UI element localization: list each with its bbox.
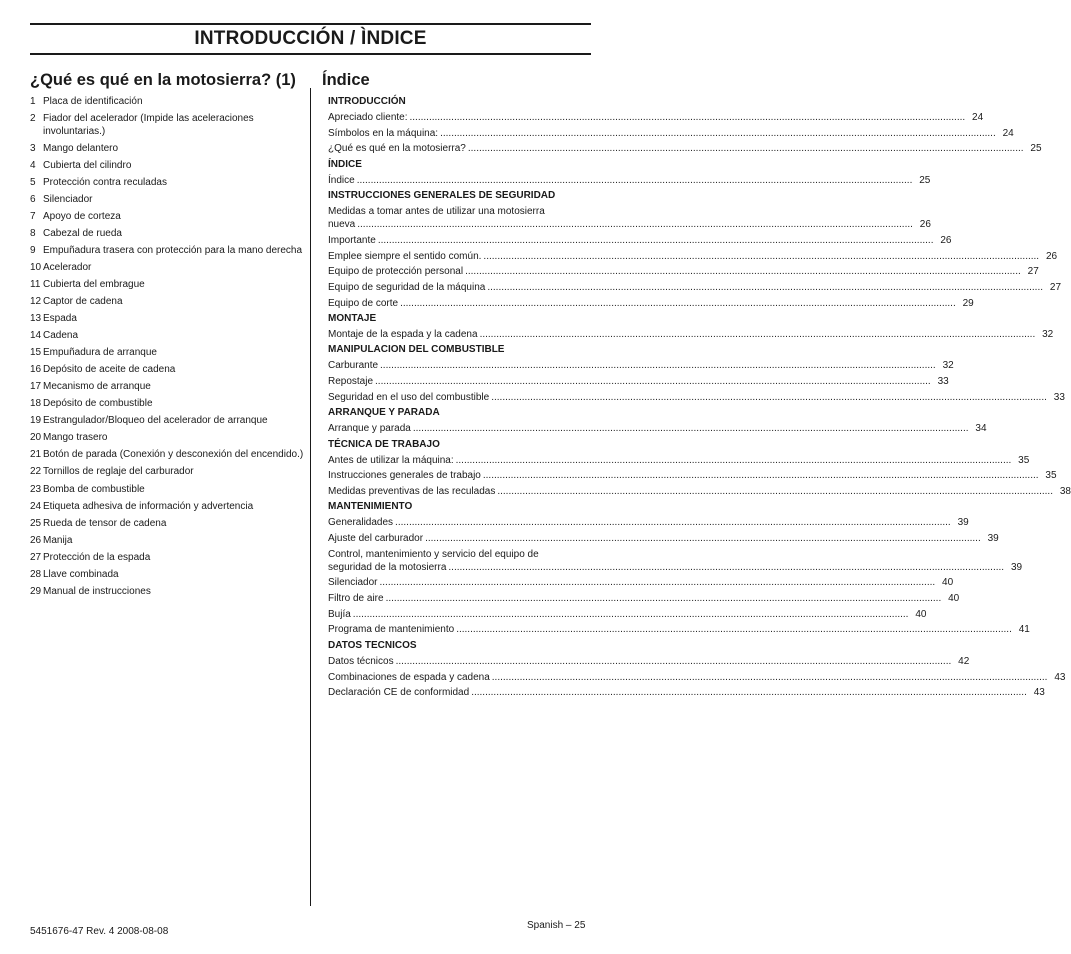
toc-entry	[328, 295, 974, 311]
toc-entry	[328, 484, 1071, 500]
dot-leader: ........................................................................................................................................................................................................	[425, 533, 981, 545]
dot-leader: ........................................................................................................................................................................................................	[400, 297, 956, 309]
list-item	[30, 330, 305, 343]
list-item	[30, 347, 305, 360]
toc-entry	[328, 546, 1023, 575]
dot-leader: ........................................................................................................................................................................................................	[356, 174, 913, 186]
part-number: 12	[30, 296, 42, 308]
toc-entry-page: 40	[948, 593, 960, 605]
toc-entry-page: 26	[919, 219, 931, 231]
list-item	[30, 177, 305, 190]
toc-entry-label: seguridad de la motosierra	[328, 561, 447, 573]
toc-entry	[328, 110, 984, 126]
toc-entry	[328, 358, 954, 374]
toc-entry-page: 32	[1042, 329, 1054, 341]
column-divider	[310, 88, 311, 906]
toc-entry	[328, 264, 1039, 280]
toc-entry-page: 29	[962, 297, 974, 309]
list-item	[30, 262, 305, 275]
dot-leader: ........................................................................................................................................................................................................	[412, 423, 969, 435]
part-label: Fiador del acelerador (Impide las aceleraciones involuntarias.)	[43, 113, 254, 137]
toc-entry-label: Carburante	[328, 360, 379, 372]
toc-entry-page: 33	[937, 376, 949, 388]
toc-entry-label: Declaración CE de conformidad	[328, 687, 470, 699]
part-label: Rueda de tensor de cadena	[43, 517, 167, 529]
part-label: Manual de instrucciones	[43, 585, 151, 597]
part-number: 26	[30, 534, 42, 546]
toc-entry-label: Equipo de corte	[328, 297, 399, 309]
toc-section-title: MANTENIMIENTO	[328, 501, 413, 513]
list-item	[30, 466, 305, 479]
toc-entry	[328, 327, 1054, 343]
list-item	[30, 518, 305, 531]
list-item	[30, 143, 305, 156]
toc-entry-label: Filtro de aire	[328, 593, 384, 605]
toc-entry-page: 27	[1027, 266, 1039, 278]
part-number: 25	[30, 517, 42, 529]
part-number: 1	[30, 96, 36, 107]
part-number: 11	[30, 278, 41, 290]
dot-leader: ........................................................................................................................................................................................................	[456, 624, 1012, 636]
part-label: Cubierta del cilindro	[43, 159, 132, 171]
part-label: Cabezal de rueda	[43, 227, 122, 239]
toc-entry-page: 43	[1054, 671, 1066, 683]
toc-section-title: INSTRUCCIONES GENERALES DE SEGURIDAD	[328, 190, 556, 202]
toc-entry-page: 35	[1045, 470, 1057, 482]
table-of-contents	[328, 94, 1071, 701]
dot-leader: ........................................................................................................................................................................................................	[440, 127, 996, 139]
toc-section-title: ÍNDICE	[328, 158, 362, 170]
list-item	[30, 552, 305, 565]
toc-entry-label-line: Control, mantenimiento y servicio del equipo de	[328, 548, 539, 560]
list-item	[30, 432, 305, 445]
toc-entry-page: 24	[972, 112, 984, 124]
part-label: Espada	[43, 313, 77, 325]
dot-leader: ........................................................................................................................................................................................................	[352, 608, 909, 620]
toc-entry-page: 27	[1049, 281, 1062, 293]
toc-entry-label: Importante	[328, 234, 376, 246]
toc-entry-label: Datos técnicos	[328, 655, 394, 667]
dot-leader: ........................................................................................................................................................................................................	[385, 593, 942, 605]
toc-entry	[328, 531, 999, 547]
dot-leader: ........................................................................................................................................................................................................	[491, 391, 1047, 403]
toc-section-title: DATOS TECNICOS	[328, 639, 417, 651]
toc-section-title: TÉCNICA DE TRABAJO	[328, 438, 440, 450]
toc-entry-label: Generalidades	[328, 517, 394, 529]
dot-leader: ........................................................................................................................................................................................................	[465, 266, 1021, 278]
part-label: Estrangulador/Bloqueo del acelerador de arranque	[43, 415, 268, 427]
part-number: 6	[30, 193, 36, 205]
part-label: Cubierta del embrague	[43, 278, 145, 290]
toc-entry	[328, 622, 1030, 638]
toc-entry-label: Símbolos en la máquina:	[328, 127, 439, 139]
toc-entry	[328, 575, 954, 591]
dot-leader: ........................................................................................................................................................................................................	[395, 517, 951, 529]
toc-entry-page: 39	[957, 517, 969, 529]
part-label: Captor de cadena	[43, 296, 123, 308]
toc-entry-page: 33	[1053, 391, 1065, 403]
part-number: 19	[30, 415, 42, 427]
toc-section-title: ARRANQUE Y PARADA	[328, 407, 440, 419]
list-item	[30, 194, 305, 207]
part-number: 18	[30, 398, 42, 410]
part-label: Silenciador	[43, 193, 93, 205]
part-label: Empuñadura de arranque	[43, 347, 157, 359]
part-number: 28	[30, 568, 42, 580]
toc-entry-page: 39	[987, 533, 999, 545]
list-item	[30, 586, 305, 599]
toc-entry-label: Equipo de seguridad de la máquina	[328, 281, 486, 293]
dot-leader: ........................................................................................................................................................................................................	[377, 234, 934, 246]
part-label: Apoyo de corteza	[43, 210, 121, 222]
toc-entry	[328, 389, 1065, 405]
toc-entry-page: 40	[942, 577, 954, 589]
part-label: Depósito de aceite de cadena	[43, 364, 176, 376]
part-number: 10	[30, 261, 42, 273]
part-number: 4	[30, 159, 36, 171]
toc-entry-page: 41	[1018, 624, 1030, 636]
toc-entry	[328, 685, 1045, 701]
toc-entry	[328, 654, 970, 670]
part-label: Placa de identificación	[43, 96, 143, 107]
toc-entry-label-line: Medidas a tomar antes de utilizar una motosierra	[328, 206, 545, 218]
part-number: 23	[30, 483, 42, 495]
part-number: 16	[30, 364, 42, 376]
toc-entry-label: Instrucciones generales de trabajo	[328, 470, 481, 482]
dot-leader: ........................................................................................................................................................................................................	[491, 671, 1048, 683]
toc-entry-label: Apreciado cliente:	[328, 112, 408, 124]
toc-entry-page: 43	[1033, 687, 1045, 699]
part-number: 13	[30, 313, 42, 325]
toc-entry	[328, 141, 1042, 157]
footer-doc-number: 5451676-47 Rev. 4 2008-08-08	[30, 926, 169, 937]
toc-entry-page: 32	[942, 360, 954, 372]
dot-leader: ........................................................................................................................................................................................................	[482, 470, 1039, 482]
toc-section-title: MANIPULACION DEL COMBUSTIBLE	[328, 344, 505, 356]
part-number: 3	[30, 142, 36, 154]
toc-entry-label: nueva	[328, 219, 356, 231]
part-label: Tornillos de reglaje del carburador	[43, 466, 194, 478]
dot-leader: ........................................................................................................................................................................................................	[487, 281, 1044, 293]
part-label: Bomba de combustible	[43, 483, 145, 495]
toc-entry-label: Medidas preventivas de las reculadas	[328, 485, 496, 497]
list-item	[30, 160, 305, 173]
list-item	[30, 279, 305, 292]
dot-leader: ........................................................................................................................................................................................................	[448, 561, 1005, 573]
dot-leader: ........................................................................................................................................................................................................	[497, 485, 1053, 497]
part-number: 8	[30, 227, 36, 239]
list-item	[30, 449, 305, 462]
toc-entry-label: Repostaje	[328, 376, 374, 388]
list-item	[30, 398, 305, 411]
toc-entry-label: Emplee siempre el sentido común.	[328, 250, 482, 262]
list-item	[30, 228, 305, 241]
toc-entry-page: 35	[1018, 454, 1030, 466]
part-label: Etiqueta adhesiva de información y advertencia	[43, 500, 254, 512]
toc-entry-label: Combinaciones de espada y cadena	[328, 671, 490, 683]
toc-entry	[328, 669, 1066, 685]
part-label: Empuñadura trasera con protección para la mano derecha	[43, 244, 303, 256]
footer-page-number: Spanish – 25	[527, 920, 586, 931]
part-label: Mecanismo de arranque	[43, 381, 151, 393]
toc-entry	[328, 591, 960, 607]
toc-entry	[328, 515, 969, 531]
toc-entry	[328, 125, 1014, 141]
parts-list	[30, 96, 305, 603]
list-item	[30, 364, 305, 377]
part-label: Botón de parada (Conexión y desconexión del encendido.)	[43, 449, 304, 461]
index-heading: Índice	[322, 71, 370, 89]
toc-entry-page: 25	[919, 174, 931, 186]
toc-section-title: INTRODUCCIÓN	[328, 96, 406, 107]
toc-entry-page: 39	[1010, 561, 1023, 573]
parts-heading: ¿Qué es qué en la motosierra? (1)	[30, 71, 296, 89]
toc-entry	[328, 452, 1030, 468]
part-number: 22	[30, 466, 42, 478]
toc-entry-label: Equipo de protección personal	[328, 266, 464, 278]
dot-leader: ........................................................................................................................................................................................................	[455, 454, 1012, 466]
toc-entry	[328, 421, 987, 437]
part-number: 17	[30, 381, 42, 393]
list-item	[30, 245, 305, 258]
part-number: 5	[30, 176, 36, 188]
toc-entry-label: Silenciador	[328, 577, 378, 589]
part-number: 21	[30, 449, 42, 461]
list-item	[30, 113, 305, 138]
part-number: 20	[30, 432, 42, 444]
dot-leader: ........................................................................................................................................................................................................	[409, 112, 966, 124]
part-label: Cadena	[43, 330, 79, 342]
part-label: Llave combinada	[43, 568, 119, 580]
part-label: Depósito de combustible	[43, 398, 153, 410]
part-label: Acelerador	[43, 261, 92, 273]
toc-entry-label: ¿Qué es qué en la motosierra?	[328, 143, 466, 155]
toc-entry-label: Bujía	[328, 608, 351, 620]
dot-leader: ........................................................................................................................................................................................................	[467, 143, 1024, 155]
toc-entry-page: 34	[975, 423, 987, 435]
part-number: 27	[30, 551, 42, 563]
dot-leader: ........................................................................................................................................................................................................	[395, 655, 952, 667]
list-item	[30, 296, 305, 309]
dot-leader: ........................................................................................................................................................................................................	[379, 577, 936, 589]
toc-entry	[328, 468, 1057, 484]
part-number: 15	[30, 347, 42, 359]
part-number: 29	[30, 585, 42, 597]
toc-entry-page: 24	[1002, 127, 1014, 139]
dot-leader: ........................................................................................................................................................................................................	[471, 687, 1027, 699]
list-item	[30, 415, 305, 428]
toc-entry	[328, 606, 927, 622]
header-rule-bottom	[30, 53, 591, 55]
toc-entry-label: Programa de mantenimiento	[328, 624, 455, 636]
dot-leader: ........................................................................................................................................................................................................	[380, 360, 936, 372]
toc-entry	[328, 374, 949, 390]
list-item	[30, 313, 305, 326]
toc-entry-page: 38	[1059, 485, 1071, 497]
toc-entry	[328, 248, 1058, 264]
part-number: 9	[30, 244, 36, 256]
toc-entry	[328, 204, 931, 233]
toc-entry-page: 42	[958, 655, 970, 667]
toc-section-title: MONTAJE	[328, 312, 377, 324]
list-item	[30, 484, 305, 497]
dot-leader: ........................................................................................................................................................................................................	[479, 329, 1036, 341]
part-label: Mango trasero	[43, 432, 108, 444]
list-item	[30, 569, 305, 582]
page-title: INTRODUCCIÓN / ÌNDICE	[194, 28, 427, 49]
dot-leader: ........................................................................................................................................................................................................	[483, 250, 1040, 262]
toc-entry-label: Índice	[328, 174, 355, 186]
toc-entry	[328, 172, 931, 188]
list-item	[30, 211, 305, 224]
part-number: 2	[30, 113, 36, 125]
list-item	[30, 535, 305, 548]
part-number: 14	[30, 330, 42, 342]
toc-entry-page: 26	[1045, 250, 1058, 262]
toc-entry	[328, 280, 1062, 296]
list-item	[30, 501, 305, 514]
part-label: Protección de la espada	[43, 551, 151, 563]
toc-entry-label: Ajuste del carburador	[328, 533, 424, 545]
toc-entry-page: 26	[940, 234, 952, 246]
toc-entry-label: Antes de utilizar la máquina:	[328, 454, 454, 466]
part-label: Protección contra reculadas	[43, 176, 167, 188]
part-number: 24	[30, 500, 42, 512]
list-item	[30, 96, 305, 109]
part-label: Mango delantero	[43, 142, 119, 154]
toc-entry-label: Arranque y parada	[328, 423, 411, 435]
toc-entry-label: Montaje de la espada y la cadena	[328, 329, 478, 341]
toc-entry	[328, 233, 952, 249]
dot-leader: ........................................................................................................................................................................................................	[375, 376, 931, 388]
part-number: 7	[30, 210, 36, 222]
toc-entry-label: Seguridad en el uso del combustible	[328, 391, 490, 403]
header-rule-top	[30, 23, 591, 25]
part-label: Manija	[43, 534, 73, 546]
toc-entry-page: 40	[915, 608, 927, 620]
list-item	[30, 381, 305, 394]
dot-leader: ........................................................................................................................................................................................................	[357, 219, 913, 231]
toc-entry-page: 25	[1030, 143, 1042, 155]
